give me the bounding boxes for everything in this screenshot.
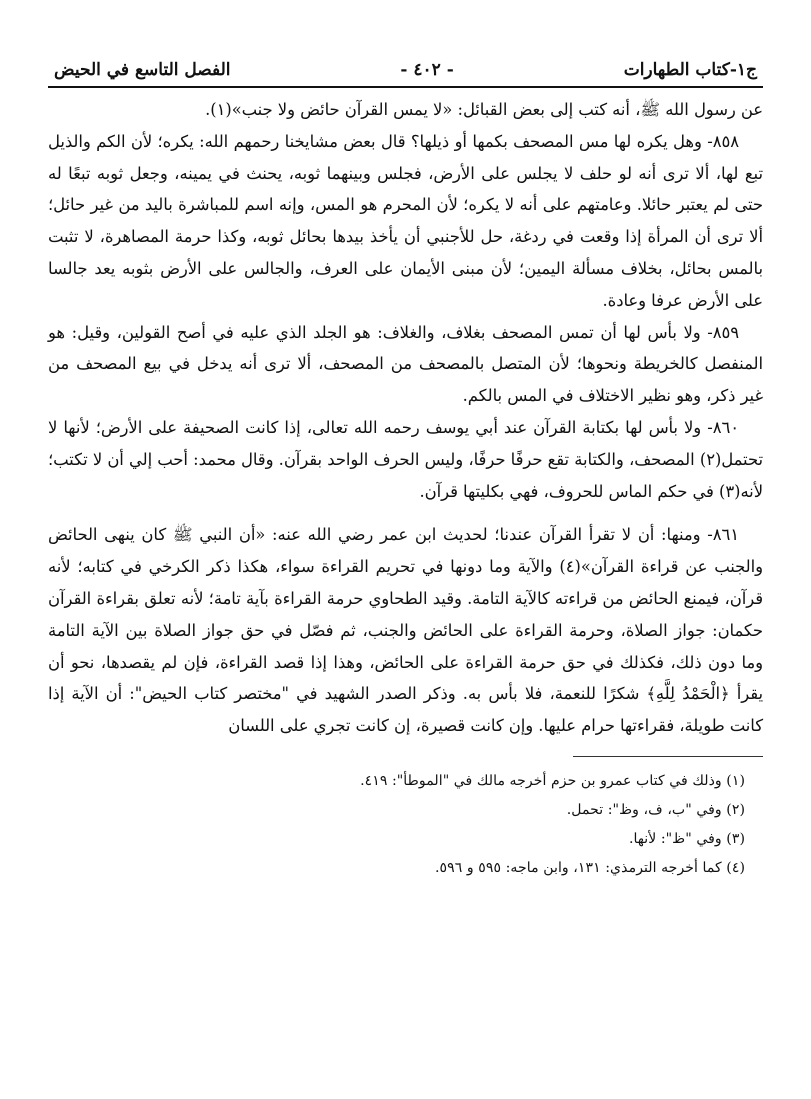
header-volume-title: ج١-كتاب الطهارات — [623, 60, 757, 80]
paragraph: ٨٦٠- ولا بأس لها بكتابة القرآن عند أبي يوسف رحمه الله تعالى، إذا كانت الصحيفة على الأرض؛ لأنها لا تحتمل(٢) المصحف، والكتابة تقع حرفًا حرفًا، وليس الحرف الواحد بقرآن. وقال محمد: أحب إلي أن لا تكتب؛ لأنه(٣) في حكم الماس للحروف، فهي بكليتها قرآن. — [48, 417, 763, 501]
main-text — [48, 94, 763, 742]
paragraph: ٨٦١- ومنها: أن لا تقرأ القرآن عندنا؛ لحديث ابن عمر رضي الله عنه: «أن النبي ﷺ كان ينهى الحائض والجنب عن قراءة القرآن»(٤) والآية وما دونها في تحريم القراءة سواء، هكذا ذكر الكرخي في كتابه؛ لأنه قرآن، فيمنع الحائض من قراءته كالآية التامة. وقيد الطحاوي حرمة القراءة بآية تامة؛ لأنه تعلق بقراءة القرآن حكمان: جواز الصلاة، وحرمة القراءة على الحائض والجنب، ثم فصّل في حق جواز الصلاة بين الآية التامة وما دون ذلك، فكذلك في حق حرمة القراءة على الحائض، وهذا إذا قصد القراءة، فإن لم يقصدها، نحو أن يقرأ ﴿الْحَمْدُ لِلَّهِ﴾ شكرًا للنعمة، فلا بأس به. وذكر الصدر الشهيد في "مختصر كتاب الحيض": أن الآية إذا كانت طويلة، فقراءتها حرام عليها. وإن كانت قصيرة، إن كانت تجري على اللسان — [48, 525, 763, 736]
footnotes — [48, 767, 763, 883]
paragraph: ٨٥٩- ولا بأس لها أن تمس المصحف بغلاف، والغلاف: هو الجلد الذي عليه في أصح القولين، وقيل: هو المنفصل كالخريطة ونحوها؛ لأن المتصل بالمصحف من المصحف، ألا ترى أنه يدخل في بيع المصحف من غير ذكر، وهو نظير الاختلاف في المس بالكم. — [48, 322, 763, 406]
footnote: (٤) كما أخرجه الترمذي: ١٣١، وابن ماجه: ٥٩٥ و ٥٩٦. — [435, 859, 745, 876]
footnote: (٢) وفي "ب، ف، وظ": تحمل. — [566, 801, 745, 818]
header-chapter-title: الفصل التاسع في الحيض — [54, 60, 231, 80]
footnote-divider — [573, 756, 763, 757]
paragraph: ٨٥٨- وهل يكره لها مس المصحف بكمها أو ذيلها؟ قال بعض مشايخنا رحمهم الله: يكره؛ لأن الكم والذيل تبع لها، ألا ترى أنه لو حلف لا يجلس على الأرض، فجلس وبينهما ثوبه، يحنث في يمينه، وجعل ثوبه تبعًا له حتى لم يعتبر حائلا. وعامتهم على أنه لا يكره؛ لأن المحرم هو المس، وإنه اسم للمباشرة باليد من غير حائل؛ ألا ترى أن المرأة إذا وقعت في ردغة، حل للأجنبي أن يأخذ بيدها بحائل ثوبه، وكذا حرمة المصاهرة، لا تثبت بالمس بحائل، بخلاف مسألة اليمين؛ لأن مبنى الأيمان على العرف، والجالس على الأرض بثوبه يعد جالسا على الأرض عرفا وعادة. — [48, 131, 763, 310]
page-number: - ٤٠٢ - — [400, 60, 454, 80]
footnote: (١) وذلك في كتاب عمرو بن حزم أخرجه مالك في "الموطأ": ٤١٩. — [360, 772, 745, 789]
running-header — [48, 56, 763, 82]
header-divider — [48, 86, 763, 88]
footnote: (٣) وفي "ظ": لأنها. — [628, 830, 745, 847]
paragraph: عن رسول الله ﷺ، أنه كتب إلى بعض القبائل: «لا يمس القرآن حائض ولا جنب»(١). — [205, 100, 763, 119]
